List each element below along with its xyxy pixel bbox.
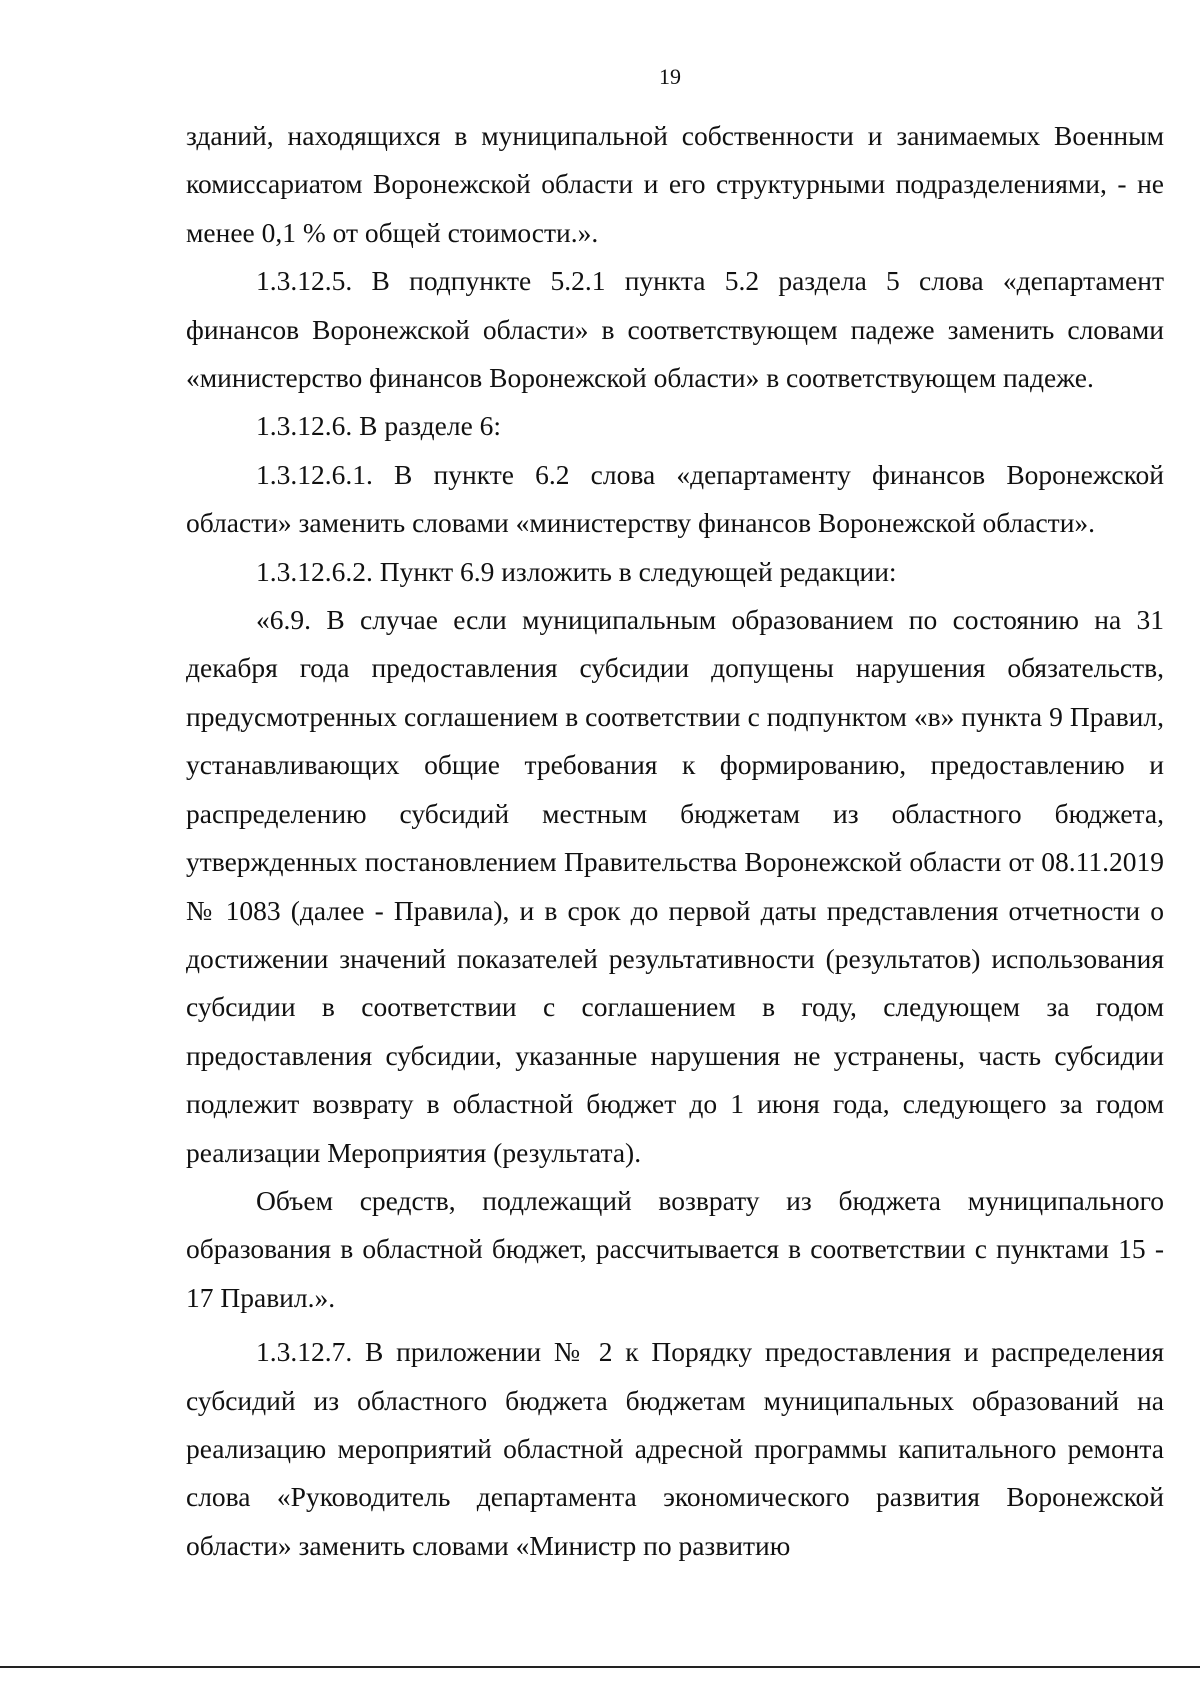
paragraph-refund-volume: Объем средств, подлежащий возврату из бюджета муниципального образования в областной бюджет, рассчитывается в соответствии с пунктами 15 - 17 Правил.».: [186, 1184, 1164, 1313]
bottom-divider: [0, 1666, 1200, 1668]
paragraph-1-3-12-6-2: 1.3.12.6.2. Пункт 6.9 изложить в следующей редакции:: [256, 555, 897, 587]
paragraph-1-3-12-5: 1.3.12.5. В подпункте 5.2.1 пункта 5.2 раздела 5 слова «департамент финансов Воронежской области» в соответствующем падеже заменить словами «министерство финансов Воронежской области» в соответствующем падеже.: [186, 265, 1164, 394]
paragraph-continuation: зданий, находящихся в муниципальной собственности и занимаемых Военным комиссариатом Воронежской области и его структурными подразделениями, - не менее 0,1 % от общей стоимости.».: [186, 120, 1164, 248]
paragraph-1-3-12-6: 1.3.12.6. В разделе 6:: [256, 410, 502, 442]
document-body: [186, 112, 1164, 1570]
paragraph-1-3-12-7: 1.3.12.7. В приложении № 2 к Порядку предоставления и распределения субсидий из областного бюджета бюджетам муниципальных образований на реализацию мероприятий областной адресной программы капитального ремонта слова «Руководитель департамента экономического развития Воронежской области» заменить словами «Министр по развитию: [186, 1336, 1164, 1561]
paragraph-1-3-12-6-1: 1.3.12.6.1. В пункте 6.2 слова «департаменту финансов Воронежской области» заменить словами «министерству финансов Воронежской области».: [186, 458, 1164, 539]
paragraph-6-9-quote: «6.9. В случае если муниципальным образованием по состоянию на 31 декабря года предоставления субсидии допущены нарушения обязательств, предусмотренных соглашением в соответствии с подпунктом «в» пункта 9 Правил, устанавливающих общие требования к формированию, предоставлению и распределению субсидий местным бюджетам из областного бюджета, утвержденных постановлением Правительства Воронежской области от 08.11.2019 № 1083 (далее - Правила), и в срок до первой даты представления отчетности о достижении значений показателей результативности (результатов) использования субсидии в соответствии с соглашением в году, следующем за годом предоставления субсидии, указанные нарушения не устранены, часть субсидии подлежит возврату в областной бюджет до 1 июня года, следующего за годом реализации Мероприятия (результата).: [186, 604, 1164, 1168]
page-number: 19: [659, 64, 681, 89]
